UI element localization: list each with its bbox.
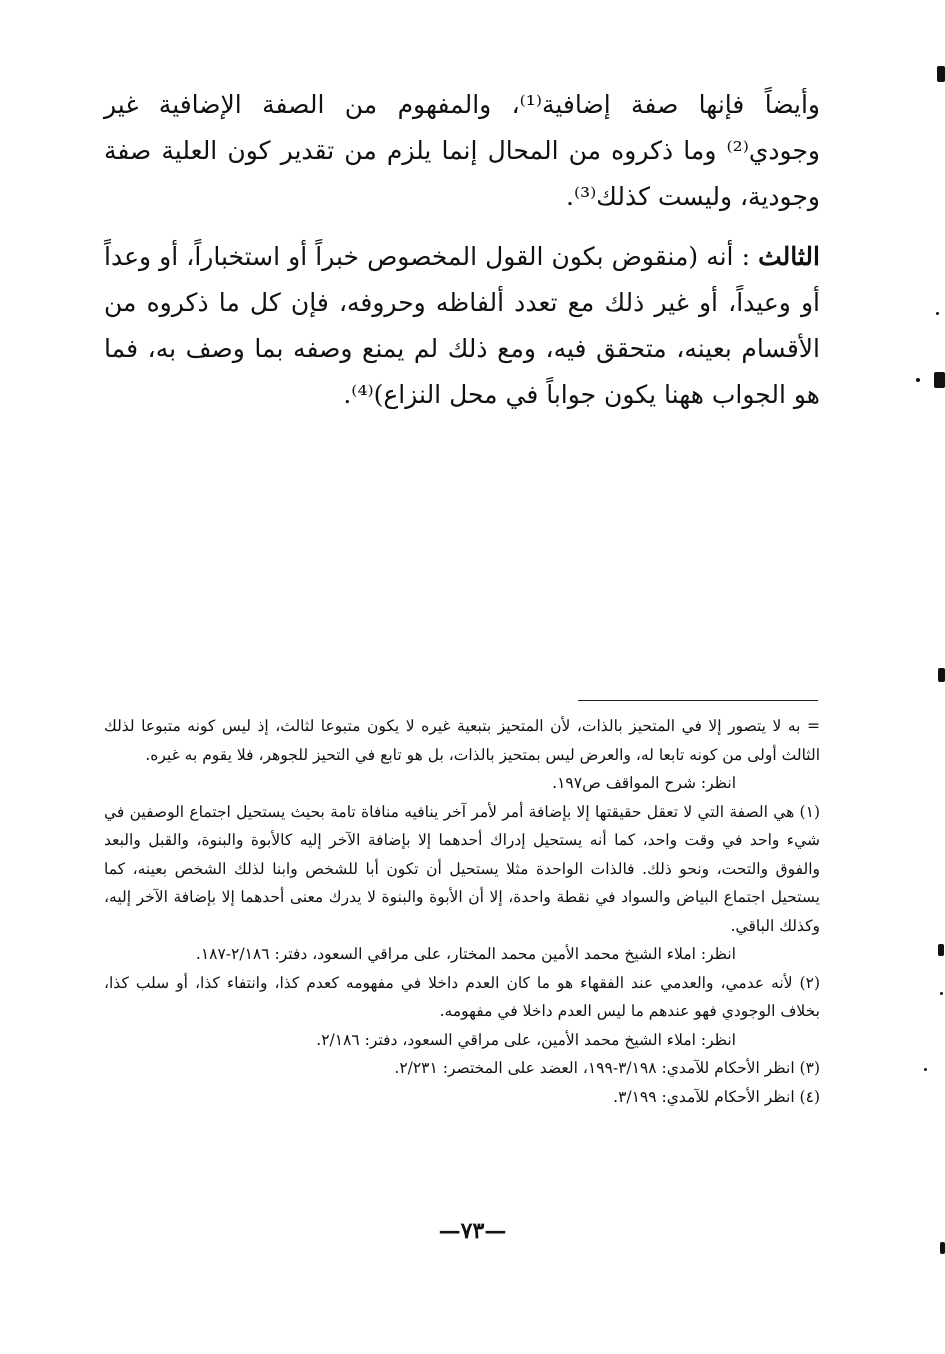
scan-margin-mark <box>937 66 945 82</box>
scan-margin-mark <box>916 378 920 382</box>
scan-margin-mark <box>934 372 945 388</box>
scan-margin-mark <box>940 1242 945 1254</box>
scan-margin-mark <box>938 668 945 682</box>
scan-margin-mark <box>940 992 943 995</box>
section-lead-word: الثالث <box>758 242 820 271</box>
footnotes-section <box>104 712 820 1111</box>
page-number: —٧٣— <box>438 1218 507 1244</box>
scan-margin-mark <box>938 944 944 956</box>
body-paragraph <box>104 82 820 220</box>
footnote-separator <box>578 700 818 701</box>
scan-margin-mark <box>924 1068 927 1071</box>
footnote-2: (٢) لأنه عدمي، والعدمي عند الفقهاء هو ما كان العدم داخلا في مفهومه كعدم كذا، وانتفاء كذا، أو سلب كذا، بخلاف الوجودي فهو عندهم ما ليس العدم داخلا في مفهومه. <box>104 973 820 1020</box>
main-body-text <box>104 82 820 418</box>
footnote-1: (١) هي الصفة التي لا تعقل حقيقتها إلا بإضافة أمر لأمر آخر ينافيه منافاة تامة بحيث يستحيل اجتماع الوصفين في شيء واحد في وقت واحد، كما أنه يستحيل إدراك أحدهما إلا بإضافة الآخر إليه كالأبوة والبنوة، والقبل والبعد والفوق والتحت، ونحو ذلك. فالذات الواحدة مثلا يستحيل أن تكون أبا للشخص وابنا لذلك الشخص بعينه، كما يستحيل اجتماع البياض والسواد في نقطة واحدة، إلا أن الأبوة والبنوة لا يدرك معنى أحدهما إلا بإضافة الآخر إليه، وكذلك الباقي. <box>104 802 820 935</box>
footnote-reference: انظر: املاء الشيخ محمد الأمين محمد المختار، على مراقي السعود، دفتر: ٢/١٨٦-١٨٧. <box>195 945 736 963</box>
scan-margin-mark <box>936 312 939 315</box>
paragraph-text: وأيضاً فإنها صفة إضافية⁽¹⁾، والمفهوم من الصفة الإضافية غير وجودي⁽²⁾ وما ذكروه من المحال إنما يلزم من تقدير كون العلية صفة وجودية، وليست كذلك⁽³⁾. <box>104 90 820 211</box>
footnote-3: (٣) انظر الأحكام للآمدي: ٣/١٩٨-١٩٩، العضد على المختصر: ٢/٢٣١. <box>394 1059 820 1077</box>
footnote-continued: = به لا يتصور إلا في المتحيز بالذات، لأن المتحيز بتبعية غيره لا يكون متبوعا لثالث، إذ ليس كونه متبوعا لذلك الثالث أولى من كونه تابعا له، والعرض ليس بمتحيز بالذات، بل هو تابع في التحيز للجوهر، فلا يقوم به غيره. <box>104 717 820 764</box>
footnote-reference: انظر: شرح المواقف ص١٩٧. <box>552 774 736 792</box>
footnote-reference: انظر: املاء الشيخ محمد الأمين، على مراقي السعود، دفتر: ٢/١٨٦. <box>316 1030 736 1049</box>
paragraph-text: : أنه (منقوض بكون القول المخصوص خبراً أو استخباراً، أو وعداً أو وعيداً، أو غير ذلك مع تعدد ألفاظه وحروفه، فإن كل ما ذكروه من الأقسام بعينه، متحقق فيه، ومع ذلك لم يمنع وصفه بما وصف به، فما هو الجواب ههنا يكون جواباً في محل النزاع)⁽⁴⁾. <box>104 242 820 409</box>
footnote-4: (٤) انظر الأحكام للآمدي: ٣/١٩٩. <box>613 1087 820 1106</box>
body-paragraph <box>104 234 820 418</box>
